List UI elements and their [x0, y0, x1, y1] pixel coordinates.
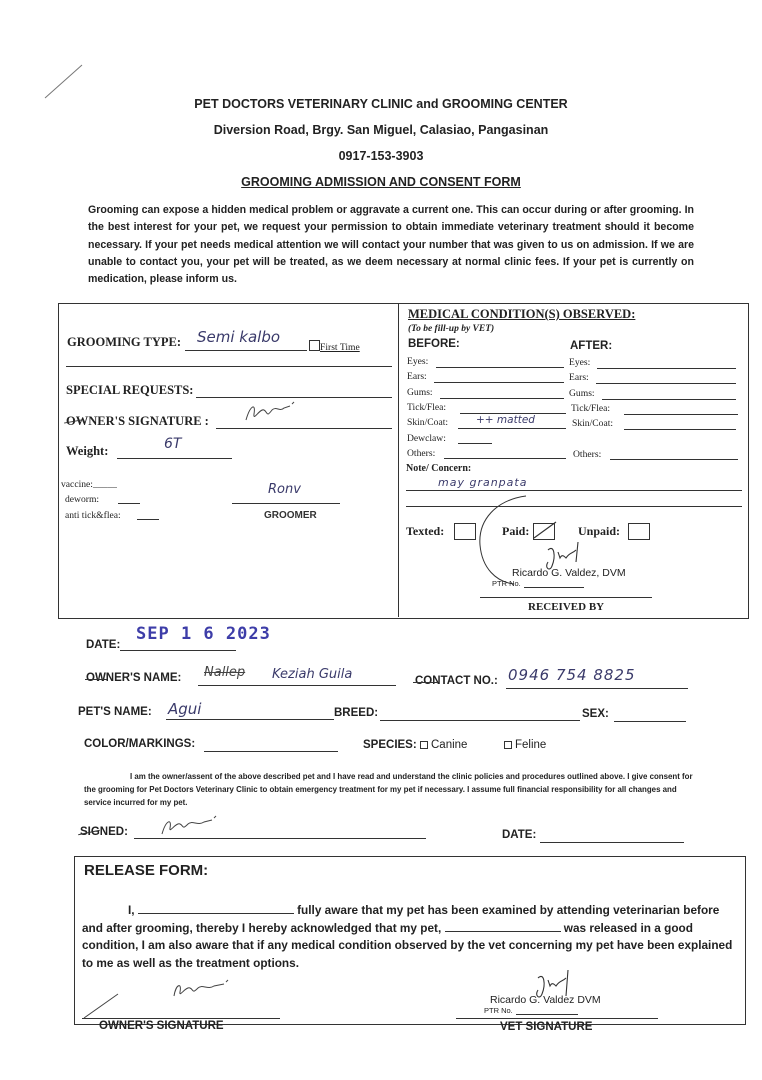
owner-signature-label: OWNER'S SIGNATURE :	[66, 414, 209, 428]
clinic-address: Diversion Road, Brgy. San Miguel, Calasiao, Pangasinan	[213, 123, 549, 137]
groomer-value[interactable]: Ronv	[268, 482, 301, 497]
intro-paragraph: Grooming can expose a hidden medical problem or aggravate a current one. This can occur during or after grooming. In the best interest for your pet, we request your permission to obtain immediate veterinary treatment should it become necessary. If your pet needs medical attention we will contact your number that was given to us on admission. If we are unable to contact you, your pet will be treated, as we deem necessary at normal clinic fees. If your pet is currently on medication, please inform us.	[88, 204, 694, 286]
special-requests-label: SPECIAL REQUESTS:	[66, 383, 194, 397]
ptr-line	[524, 587, 584, 588]
weight-line	[117, 458, 232, 459]
contact-label: CONTACT NO.:	[415, 675, 498, 687]
dewclaw-line	[458, 443, 492, 444]
before-others-line	[444, 458, 566, 459]
strike-mark-owner	[85, 679, 107, 680]
texted-label: Texted:	[406, 524, 445, 538]
before-gums-label: Gums:	[407, 387, 433, 398]
note-concern-label: Note/ Concern:	[406, 463, 472, 474]
deworm-label: deworm:	[65, 494, 100, 505]
date-stamp: SEP 1 6 2023	[136, 624, 271, 644]
vet-signature-line	[456, 1018, 658, 1019]
after-gums-line	[602, 399, 736, 400]
species-label: SPECIES:	[363, 739, 417, 751]
antitick-line	[137, 519, 159, 520]
deworm-line	[118, 503, 140, 504]
before-others-label: Others:	[407, 448, 436, 459]
consent-paragraph: I am the owner/assent of the above described pet and I have read and understand the clinic policies and procedures outlined above. I give consent for the grooming for Pet Doctors Veterinary Clinic to obtain emergency treatment for my pet if necessary. I assume full financial responsibility for all changes and service incurred for my pet.	[84, 772, 693, 807]
owner-signature-line	[216, 428, 392, 429]
signed-date-label: DATE:	[502, 829, 537, 841]
clinic-phone: 0917-153-3903	[338, 149, 424, 163]
owner-name-crossed: Nallep	[204, 665, 246, 680]
before-label: BEFORE:	[408, 338, 460, 350]
owner-signature-scribble	[240, 398, 300, 426]
release-text-2: fully aware that my pet has been examined by attending veterinarian before and after grooming, thereby I hereby acknowledged that my pet,	[82, 903, 720, 935]
pet-name-line	[166, 719, 334, 720]
color-markings-line	[204, 751, 338, 752]
medical-subtitle: (To be fill-up by VET)	[408, 324, 495, 334]
vaccine-label: vaccine:_____	[61, 479, 117, 490]
dewclaw-label: Dewclaw:	[407, 433, 446, 444]
after-others-label: Others:	[573, 449, 602, 460]
groomer-line	[232, 503, 340, 504]
antitick-label: anti tick&flea:	[65, 510, 121, 521]
release-name-blank[interactable]	[138, 903, 294, 914]
date-label: DATE:	[86, 639, 121, 651]
date-line	[120, 650, 236, 651]
release-ptr-label: PTR No.	[484, 1006, 513, 1015]
strike-mark-contact	[413, 682, 437, 683]
first-time-checkbox[interactable]	[309, 340, 320, 351]
clinic-name: PET DOCTORS VETERINARY CLINIC and GROOMING CENTER	[194, 97, 568, 111]
signed-date-line	[540, 842, 684, 843]
note-concern-value[interactable]: may granpata	[438, 476, 528, 489]
release-vet-name: Ricardo G. Valdez DVM	[490, 994, 601, 1006]
before-gums-line	[440, 398, 564, 399]
grooming-type-value[interactable]: Semi kalbo	[197, 328, 281, 346]
release-owner-signature-scribble	[78, 976, 238, 1022]
before-eyes-label: Eyes:	[407, 356, 429, 367]
release-text-i: I,	[128, 903, 135, 917]
after-skin-label: Skin/Coat:	[572, 418, 614, 429]
release-ptr-line	[516, 1014, 578, 1015]
after-eyes-line	[597, 368, 736, 369]
release-text-3: was released in a good condition, I am also aware that if any medical condition observed by the vet concerning my pet have been explained to me as well as the treatment options.	[82, 920, 733, 970]
received-by-label: RECEIVED BY	[528, 601, 605, 613]
weight-value[interactable]: 6T	[164, 436, 182, 452]
sex-label: SEX:	[582, 708, 609, 720]
before-skin-line	[458, 428, 566, 429]
owner-name-line	[198, 685, 396, 686]
medical-title: MEDICAL CONDITION(S) OBSERVED:	[408, 307, 636, 321]
species-feline-option[interactable]	[504, 739, 546, 751]
breed-label: BREED:	[334, 707, 379, 719]
admission-box	[58, 303, 749, 619]
sex-line	[614, 721, 686, 722]
owner-signature-release-label: OWNER'S SIGNATURE	[99, 1020, 224, 1032]
feline-checkbox[interactable]	[504, 741, 512, 749]
after-ears-line	[596, 383, 736, 384]
before-ears-label: Ears:	[407, 371, 427, 382]
after-label: AFTER:	[570, 340, 613, 352]
after-tick-line	[624, 414, 738, 415]
box-divider	[398, 304, 399, 617]
owner-signature-release-line	[82, 1018, 280, 1019]
canine-checkbox[interactable]	[420, 741, 428, 749]
form-title: GROOMING ADMISSION AND CONSENT FORM	[241, 175, 521, 189]
release-paragraph	[82, 902, 738, 972]
paid-label: Paid:	[502, 524, 530, 538]
after-tick-label: Tick/Flea:	[571, 403, 611, 414]
pet-name-value[interactable]: Agui	[168, 700, 202, 718]
owner-name-value[interactable]: Keziah Guila	[272, 667, 353, 682]
contact-value[interactable]: 0946 754 8825	[508, 666, 636, 684]
color-markings-label: COLOR/MARKINGS:	[84, 738, 196, 750]
release-title: RELEASE FORM:	[84, 862, 209, 879]
species-canine-option[interactable]	[420, 739, 467, 751]
signed-signature-scribble	[158, 814, 220, 838]
before-ears-line	[434, 382, 564, 383]
before-tick-label: Tick/Flea:	[407, 402, 447, 413]
canine-label: Canine	[431, 739, 468, 751]
signed-label: SIGNED:	[80, 826, 128, 838]
weight-label: Weight:	[66, 444, 109, 458]
after-eyes-label: Eyes:	[569, 357, 591, 368]
note-line-2	[406, 506, 742, 507]
received-by-line	[480, 597, 652, 598]
before-eyes-line	[436, 367, 564, 368]
after-skin-line	[624, 429, 736, 430]
note-line-1	[406, 490, 742, 491]
feline-label: Feline	[515, 739, 547, 751]
grooming-type-line-2	[66, 366, 392, 367]
after-ears-label: Ears:	[569, 372, 589, 383]
pet-name-label: PET'S NAME:	[78, 706, 152, 718]
release-pet-blank[interactable]	[445, 921, 561, 932]
after-others-line	[610, 459, 738, 460]
contact-line	[506, 688, 688, 689]
groomer-label: GROOMER	[264, 510, 317, 521]
grooming-type-line	[185, 350, 307, 351]
unpaid-checkbox[interactable]	[628, 523, 650, 540]
unpaid-label: Unpaid:	[578, 524, 621, 538]
owner-name-label: OWNER'S NAME:	[86, 672, 182, 684]
grooming-type-label: GROOMING TYPE:	[67, 335, 182, 349]
first-time-label: First Time	[320, 342, 360, 353]
before-skin-label: Skin/Coat:	[407, 417, 449, 428]
ptr-label: PTR No.	[492, 579, 521, 588]
vet-signature-label: VET SIGNATURE	[500, 1021, 593, 1033]
after-gums-label: Gums:	[569, 388, 595, 399]
skin-coat-note[interactable]: ++ matted	[476, 414, 535, 426]
signed-line	[134, 838, 426, 839]
breed-line	[380, 720, 580, 721]
vet-name-stamp: Ricardo G. Valdez, DVM	[512, 567, 626, 579]
